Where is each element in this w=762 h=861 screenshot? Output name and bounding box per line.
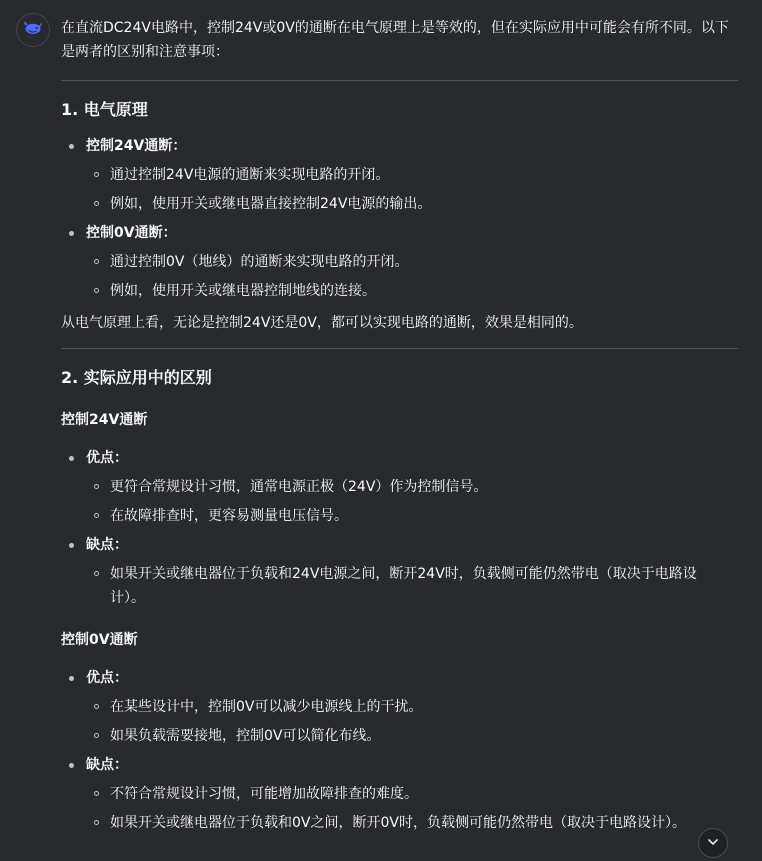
sub-list-item: 如果开关或继电器位于负载和24V电源之间，断开24V时，负载侧可能仍然带电（取决于电路设计）。 <box>86 562 738 610</box>
sub-list <box>86 562 738 610</box>
sub-list-item: 如果负载需要接地，控制0V可以简化布线。 <box>86 724 738 748</box>
sub-list-item: 通过控制0V（地线）的通断来实现电路的开闭。 <box>86 250 738 274</box>
cons-label: 缺点： <box>86 537 128 553</box>
sub-list-item: 通过控制24V电源的通断来实现电路的开闭。 <box>86 163 738 187</box>
sub-list <box>86 695 738 748</box>
divider <box>61 80 738 81</box>
sub-list-item: 不符合常规设计习惯，可能增加故障排查的难度。 <box>86 782 738 806</box>
assistant-avatar <box>16 13 50 47</box>
sub-list-item: 更符合常规设计习惯，通常电源正极（24V）作为控制信号。 <box>86 475 738 499</box>
sub-list <box>86 163 738 216</box>
sub-list <box>86 782 738 835</box>
item-label: 控制0V通断： <box>86 225 177 241</box>
sub-list-item: 在某些设计中，控制0V可以减少电源线上的干扰。 <box>86 695 738 719</box>
sub-list <box>86 250 738 303</box>
control-0v-list <box>61 666 738 835</box>
control-24v-list <box>61 446 738 610</box>
chevron-down-icon <box>706 834 720 853</box>
subsection-heading-24v: 控制24V通断 <box>61 412 148 428</box>
cons-label: 缺点： <box>86 757 128 773</box>
divider <box>61 348 738 349</box>
message-content <box>61 16 738 840</box>
sub-list-item: 例如，使用开关或继电器控制地线的连接。 <box>86 279 738 303</box>
item-label: 控制24V通断： <box>86 138 187 154</box>
list-item <box>61 446 738 528</box>
scroll-to-bottom-button[interactable] <box>698 828 728 858</box>
summary-paragraph: 从电气原理上看，无论是控制24V还是0V，都可以实现电路的通断，效果是相同的。 <box>61 315 583 331</box>
sub-list <box>86 475 738 528</box>
pros-label: 优点： <box>86 450 128 466</box>
sub-list-item: 例如，使用开关或继电器直接控制24V电源的输出。 <box>86 192 738 216</box>
list-item <box>61 221 738 303</box>
sub-list-item: 如果开关或继电器位于负载和0V之间，断开0V时，负载侧可能仍然带电（取决于电路设计）。 <box>86 811 738 835</box>
section-heading-differences: 2. 实际应用中的区别 <box>61 368 212 387</box>
list-item <box>61 666 738 748</box>
pros-label: 优点： <box>86 670 128 686</box>
sub-list-item: 在故障排查时，更容易测量电压信号。 <box>86 504 738 528</box>
list-item <box>61 533 738 610</box>
list-item <box>61 134 738 216</box>
list-item <box>61 753 738 835</box>
section-heading-principle: 1. 电气原理 <box>61 100 148 119</box>
subsection-heading-0v: 控制0V通断 <box>61 632 138 648</box>
intro-paragraph: 在直流DC24V电路中，控制24V或0V的通断在电气原理上是等效的，但在实际应用中可能会有所不同。以下是两者的区别和注意事项： <box>61 20 729 60</box>
principle-list <box>61 134 738 303</box>
whale-logo-icon <box>22 17 44 43</box>
